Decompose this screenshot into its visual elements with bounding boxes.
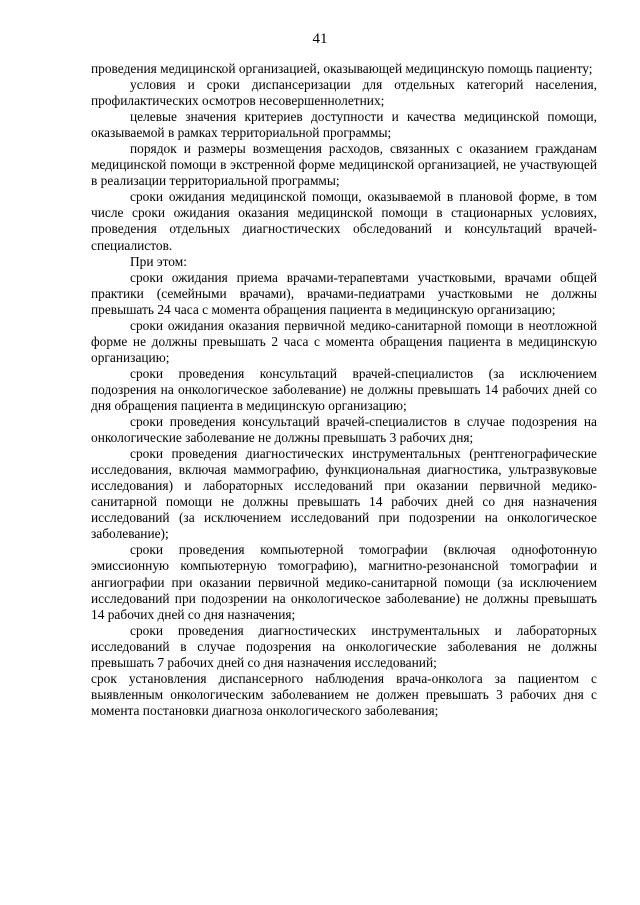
paragraph-target-values: целевые значения критериев доступности и качества медицинской помощи, оказываемой в рамках территориальной программы; [91,109,597,141]
paragraph-urgent-care-wait: сроки ожидания оказания первичной медико-санитарной помощи в неотложной форме не должны превышать 2 часа с момента обращения пациента в медицинскую организацию; [91,317,597,365]
paragraph-ct-mri: сроки проведения компьютерной томографии (включая однофотонную эмиссионную компьютерную томографию), магнитно-резонансной томографии и ангиографии при оказании первичной медико-санитарной помощи (за исключением исследований при подозрении на онкологическое заболевание) не должны превышать 14 рабочих дней со дня назначения; [91,542,597,622]
paragraph-therapist-wait: сроки ожидания приема врачами-терапевтами участковыми, врачами общей практики (семейными врачами), врачами-педиатрами участковыми не должны превышать 24 часа с момента обращения пациента в медицинскую организацию; [91,269,597,317]
paragraph-oncologist-observation: срок установления диспансерного наблюдения врача-онколога за пациентом с выявленным онкологическим заболеванием не должен превышать 3 рабочих дня с момента постановки диагноза онкологического заболевания; [91,670,597,718]
paragraph-reimbursement: порядок и размеры возмещения расходов, связанных с оказанием гражданам медицинской помощи в экстренной форме медицинской организацией, не участвующей в реализации территориальной программы; [91,141,597,189]
paragraph-specialist-consultations: сроки проведения консультаций врачей-специалистов (за исключением подозрения на онкологическое заболевание) не должны превышать 14 рабочих дней со дня обращения пациента в медицинскую организацию; [91,365,597,413]
paragraph-oncology-tests: сроки проведения диагностических инструментальных и лабораторных исследований в случае подозрения на онкологические заболевания не должны превышать 7 рабочих дней со дня назначения исследований; [91,622,597,670]
paragraph-intro: При этом: [130,253,187,269]
document-body [91,61,597,719]
paragraph-dispensarization: условия и сроки диспансеризации для отдельных категорий населения, профилактических осмотров несовершеннолетних; [91,77,597,109]
page-number: 41 [312,31,328,47]
paragraph-oncology-consultations: сроки проведения консультаций врачей-специалистов в случае подозрения на онкологические заболевание не должны превышать 3 рабочих дня; [91,414,597,446]
paragraph-waiting-times: сроки ожидания медицинской помощи, оказываемой в плановой форме, в том числе сроки ожидания оказания медицинской помощи в стационарных условиях, проведения отдельных диагностических обследований и консультаций врачей-специалистов. [91,189,597,253]
paragraph-continuation: проведения медицинской организацией, оказывающей медицинскую помощь пациенту; [91,61,593,76]
paragraph-diagnostic-tests: сроки проведения диагностических инструментальных (рентгенографические исследования, включая маммографию, функциональная диагностика, ультразвуковые исследования) и лабораторных исследований при оказании первичной медико-санитарной помощи не должны превышать 14 рабочих дней со дня назначения исследований (за исключением исследований при подозрении на онкологическое заболевание); [91,446,597,542]
